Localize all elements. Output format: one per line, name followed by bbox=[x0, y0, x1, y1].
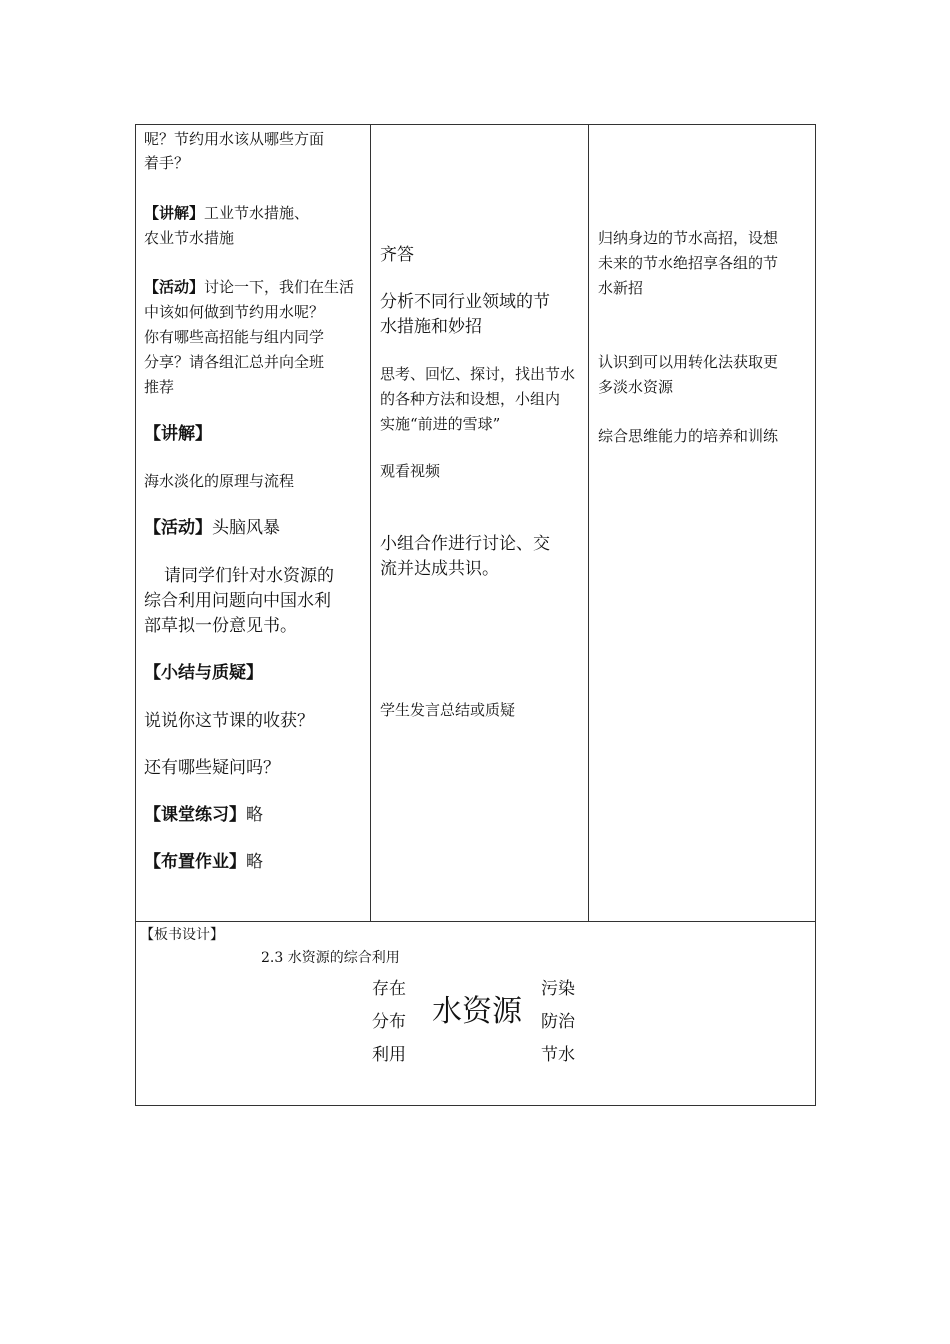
homework-tag: 【布置作业】 bbox=[144, 852, 246, 872]
col1-line: 综合利用问题向中国水利 bbox=[144, 591, 331, 611]
board-heading: 【板书设计】 bbox=[140, 927, 224, 943]
activity-tag: 【活动】 bbox=[144, 278, 205, 296]
lecture-1 bbox=[144, 201, 309, 226]
col3-text: 认识到可以用转化法获取更 bbox=[598, 353, 779, 371]
col1-line: 推荐 bbox=[144, 378, 175, 396]
activity-tag: 【活动】 bbox=[144, 518, 212, 538]
board-left-item: 存在 bbox=[372, 979, 406, 999]
col3-text: 归纳身边的节水高招，设想 bbox=[598, 229, 779, 247]
summary-tag: 【小结与质疑】 bbox=[144, 663, 263, 683]
col2-text: 的各种方法和设想，小组内 bbox=[380, 390, 561, 408]
col1-line: 请同学们针对水资源的 bbox=[164, 566, 334, 586]
exercise-text: 略 bbox=[246, 805, 263, 825]
desalination-text: 海水淡化的原理与流程 bbox=[144, 472, 295, 490]
column-divider-1 bbox=[370, 125, 371, 921]
col1-line: 呢？节约用水该从哪些方面 bbox=[144, 130, 325, 148]
board-left-item: 利用 bbox=[372, 1045, 406, 1065]
col2-text: 实施“前进的雪球” bbox=[380, 415, 501, 433]
lesson-plan-table bbox=[135, 124, 816, 1106]
col3-text: 未来的节水绝招享各组的节 bbox=[598, 254, 779, 272]
col1-line: 你有哪些高招能与组内同学 bbox=[144, 328, 325, 346]
col2-text: 水措施和妙招 bbox=[380, 317, 482, 337]
col2-text: 流并达成共识。 bbox=[380, 559, 499, 579]
col1-line: 中该如何做到节约用水呢？ bbox=[144, 303, 325, 321]
col2-text: 小组合作进行讨论、交 bbox=[380, 534, 550, 554]
lecture-2-tag: 【讲解】 bbox=[144, 424, 212, 444]
board-left-item: 分布 bbox=[372, 1012, 406, 1032]
board-right-item: 污染 bbox=[541, 979, 575, 999]
col1-line: 农业节水措施 bbox=[144, 229, 235, 247]
board-title: 2.3 水资源的综合利用 bbox=[261, 950, 400, 966]
activity-text: 讨论一下，我们在生活 bbox=[204, 278, 355, 296]
exercise bbox=[144, 802, 263, 828]
lecture-text: 工业节水措施、 bbox=[204, 204, 310, 222]
activity-1 bbox=[144, 275, 354, 300]
column-divider-2 bbox=[588, 125, 589, 921]
homework bbox=[144, 849, 263, 875]
col2-text: 齐答 bbox=[380, 245, 414, 265]
col1-line: 着手？ bbox=[144, 154, 190, 172]
homework-text: 略 bbox=[246, 852, 263, 872]
lecture-tag: 【讲解】 bbox=[144, 204, 205, 222]
col1-line: 分享？请各组汇总并向全班 bbox=[144, 353, 325, 371]
board-center-title: 水资源 bbox=[432, 994, 522, 1029]
col3-text: 水新招 bbox=[598, 279, 644, 297]
col2-text: 思考、回忆、探讨，找出节水 bbox=[380, 365, 576, 383]
row-divider bbox=[136, 921, 815, 922]
exercise-tag: 【课堂练习】 bbox=[144, 805, 246, 825]
board-right-item: 节水 bbox=[541, 1045, 575, 1065]
col2-text: 分析不同行业领域的节 bbox=[380, 292, 550, 312]
col3-text: 多淡水资源 bbox=[598, 378, 674, 396]
col2-text: 观看视频 bbox=[380, 462, 441, 480]
col2-text: 学生发言总结或质疑 bbox=[380, 701, 516, 719]
activity-text: 头脑风暴 bbox=[212, 518, 280, 538]
board-right-item: 防治 bbox=[541, 1012, 575, 1032]
col1-line: 部草拟一份意见书。 bbox=[144, 616, 297, 636]
activity-2 bbox=[144, 515, 280, 541]
summary-question-2: 还有哪些疑问吗？ bbox=[144, 758, 280, 778]
summary-question-1: 说说你这节课的收获？ bbox=[144, 711, 314, 731]
col3-text: 综合思维能力的培养和训练 bbox=[598, 427, 779, 445]
